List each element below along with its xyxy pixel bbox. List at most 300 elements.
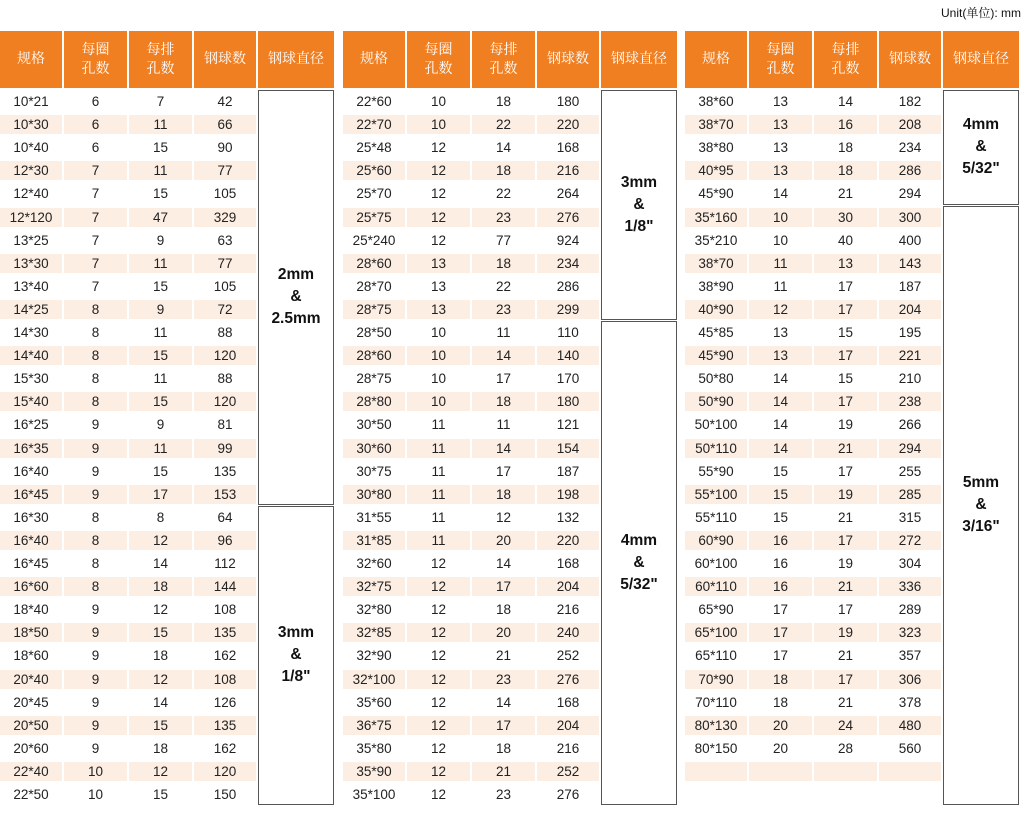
holes-per-row-cell: 20: [495, 532, 512, 548]
spec-cell: 65*100: [694, 625, 738, 641]
spec-cell: 20*60: [13, 740, 49, 756]
spec-cell: 22*70: [356, 117, 392, 133]
spec-cell: 16*30: [13, 509, 49, 525]
ball-diameter-cell: 4mm & 5/32": [943, 90, 1019, 205]
holes-per-row-cell: 22: [495, 186, 512, 202]
spec-cell: 30*75: [356, 463, 392, 479]
spec-cell: 30*50: [356, 417, 392, 433]
ball-count-cell: [879, 783, 941, 806]
ball-count-cell: 220: [556, 532, 580, 548]
holes-per-row-cell: 18: [152, 648, 169, 664]
ball-count-cell: 216: [556, 740, 580, 756]
spec-cell: 14*30: [13, 325, 49, 341]
spec-cell: 32*90: [356, 648, 392, 664]
spec-cell: 16*45: [13, 486, 49, 502]
spec-cell: 45*90: [698, 348, 734, 364]
holes-per-row-cell: 14: [495, 440, 512, 456]
holes-per-row-cell: 17: [495, 717, 512, 733]
holes-per-row-cell: 16: [837, 117, 854, 133]
holes-per-circle-cell: 10: [87, 763, 104, 779]
holes-per-circle-cell: 15: [772, 486, 789, 502]
ball-count-cell: 72: [217, 301, 233, 317]
holes-per-circle-cell: 12: [430, 232, 447, 248]
ball-count-cell: 162: [213, 740, 237, 756]
holes-per-circle-cell: 6: [91, 140, 100, 156]
holes-per-circle-cell: 15: [772, 463, 789, 479]
holes-per-row-cell: 12: [152, 602, 169, 618]
holes-per-circle-cell: 12: [430, 163, 447, 179]
holes-per-circle-cell: 12: [430, 625, 447, 641]
spec-cell: 35*90: [356, 763, 392, 779]
spec-cell: 36*75: [356, 717, 392, 733]
ball-count-cell: 216: [556, 163, 580, 179]
ball-count-cell: 105: [213, 278, 237, 294]
holes-per-row-cell: 15: [152, 278, 169, 294]
ball-count-cell: 140: [556, 348, 580, 364]
ball-count-cell: 126: [213, 694, 237, 710]
holes-per-row-cell: 18: [495, 94, 512, 110]
ball-count-cell: 135: [213, 463, 237, 479]
holes-per-row-cell: 23: [495, 301, 512, 317]
ball-diameter-cell: 3mm & 1/8": [601, 90, 677, 320]
ball-count-cell: 252: [556, 648, 580, 664]
holes-per-row-cell: 17: [495, 463, 512, 479]
holes-per-row-cell: 17: [837, 348, 854, 364]
spec-cell: 31*55: [356, 509, 392, 525]
holes-per-circle-cell: 9: [91, 740, 100, 756]
spec-cell: 35*160: [694, 209, 738, 225]
ball-count-cell: 162: [213, 648, 237, 664]
holes-per-circle-cell: 11: [431, 509, 446, 525]
spec-header: 规格: [0, 31, 62, 88]
holes-per-circle-cell: 8: [91, 301, 100, 317]
holes-per-row-cell: [814, 760, 877, 783]
spec-cell: 20*45: [13, 694, 49, 710]
holes-per-circle-cell: 8: [91, 532, 100, 548]
holes-per-circle-cell: 9: [91, 648, 100, 664]
spec-cell: 38*70: [698, 117, 734, 133]
holes-per-row-cell: 21: [837, 440, 854, 456]
spec-cell: 18*40: [13, 602, 49, 618]
holes-per-circle-cell: 11: [431, 532, 446, 548]
holes-per-circle-cell: 16: [772, 532, 789, 548]
ball-count-cell: 304: [898, 556, 922, 572]
ball-count-cell: 64: [217, 509, 233, 525]
spec-cell: 60*100: [694, 556, 738, 572]
holes-per-circle-cell: 20: [772, 740, 789, 756]
holes-per-row-cell: 23: [495, 787, 512, 803]
ball-count-cell: 187: [556, 463, 580, 479]
ball-count-cell: 187: [898, 278, 922, 294]
holes-per-circle-cell: 7: [91, 209, 100, 225]
spec-cell: 32*75: [356, 579, 392, 595]
holes-per-circle-header: 每圈 孔数: [64, 31, 127, 88]
holes-per-row-cell: 18: [495, 602, 512, 618]
holes-per-circle-cell: 8: [91, 371, 100, 387]
ball-count-cell: 276: [556, 787, 580, 803]
holes-per-row-cell: 21: [837, 648, 854, 664]
ball-count-cell: 204: [556, 579, 580, 595]
ball-count-header: 钢球数: [194, 31, 256, 88]
spec-cell: 60*90: [698, 532, 734, 548]
holes-per-circle-cell: 12: [430, 556, 447, 572]
spec-cell: 38*90: [698, 278, 734, 294]
ball-count-cell: 88: [217, 371, 233, 387]
ball-count-cell: 378: [898, 694, 922, 710]
ball-count-cell: 285: [898, 486, 922, 502]
ball-count-cell: 315: [898, 509, 922, 525]
spec-cell: 38*60: [698, 94, 734, 110]
holes-per-circle-cell: 10: [430, 348, 447, 364]
holes-per-row-cell: 18: [152, 579, 169, 595]
spec-cell: 10*40: [13, 140, 49, 156]
holes-per-row-cell: 19: [837, 486, 854, 502]
holes-per-circle-cell: 12: [430, 787, 447, 803]
holes-per-circle-cell: [749, 783, 812, 806]
ball-count-cell: 272: [898, 532, 922, 548]
ball-count-cell: 77: [217, 163, 233, 179]
holes-per-circle-cell: 16: [772, 579, 789, 595]
holes-per-row-cell: 9: [156, 417, 165, 433]
holes-per-circle-cell: 12: [772, 301, 789, 317]
ball-count-cell: 357: [898, 648, 922, 664]
ball-count-cell: 135: [213, 625, 237, 641]
ball-count-cell: 77: [217, 255, 233, 271]
spec-cell: 10*21: [13, 94, 49, 110]
holes-per-row-cell: 17: [495, 371, 512, 387]
spec-cell: 55*100: [694, 486, 738, 502]
ball-count-cell: 198: [556, 486, 580, 502]
ball-count-cell: 105: [213, 186, 237, 202]
ball-count-cell: 300: [898, 209, 922, 225]
spec-cell: 25*240: [352, 232, 396, 248]
holes-per-row-cell: 15: [152, 394, 169, 410]
spec-cell: 12*30: [13, 163, 49, 179]
spec-cell: 15*30: [13, 371, 49, 387]
holes-per-row-cell: 40: [837, 232, 854, 248]
spec-cell: 35*80: [356, 740, 392, 756]
ball-count-header: 钢球数: [879, 31, 941, 88]
holes-per-row-cell: 24: [837, 717, 854, 733]
holes-per-circle-cell: 14: [772, 417, 789, 433]
holes-per-row-cell: 15: [152, 186, 169, 202]
holes-per-row-cell: 7: [156, 94, 165, 110]
holes-per-row-cell: 11: [153, 371, 168, 387]
holes-per-circle-cell: 10: [430, 94, 447, 110]
spec-cell: 13*30: [13, 255, 49, 271]
spec-cell: 80*150: [694, 740, 738, 756]
holes-per-circle-cell: 17: [772, 602, 789, 618]
holes-per-circle-cell: 11: [773, 255, 788, 271]
spec-cell: 16*40: [13, 463, 49, 479]
ball-count-cell: 144: [213, 579, 237, 595]
ball-count-cell: 560: [898, 740, 922, 756]
ball-count-cell: 168: [556, 140, 580, 156]
holes-per-row-cell: 19: [837, 417, 854, 433]
ball-count-cell: 208: [898, 117, 922, 133]
ball-count-cell: 132: [556, 509, 580, 525]
holes-per-circle-cell: 7: [91, 255, 100, 271]
holes-per-circle-cell: 12: [430, 209, 447, 225]
ball-count-cell: 108: [213, 602, 237, 618]
holes-per-row-cell: 23: [495, 209, 512, 225]
holes-per-circle-cell: 10: [430, 117, 447, 133]
spec-cell: 31*85: [356, 532, 392, 548]
spec-cell: 45*85: [698, 325, 734, 341]
ball-count-cell: 264: [556, 186, 580, 202]
holes-per-row-cell: 18: [495, 486, 512, 502]
holes-per-row-cell: 15: [152, 348, 169, 364]
ball-diameter-cell: 5mm & 3/16": [943, 206, 1019, 806]
spec-cell: 25*60: [356, 163, 392, 179]
holes-per-circle-cell: 12: [430, 186, 447, 202]
holes-per-circle-cell: 9: [91, 417, 100, 433]
holes-per-row-header: 每排 孔数: [814, 31, 877, 88]
spec-cell: 65*90: [698, 602, 734, 618]
ball-count-cell: 112: [214, 556, 236, 572]
holes-per-circle-cell: 8: [91, 509, 100, 525]
holes-per-circle-cell: 9: [91, 717, 100, 733]
ball-diameter-cell: 3mm & 1/8": [258, 506, 334, 805]
holes-per-row-cell: 47: [152, 209, 169, 225]
holes-per-circle-cell: 11: [773, 278, 788, 294]
spec-cell: 55*90: [698, 463, 734, 479]
holes-per-row-cell: 22: [495, 117, 512, 133]
spec-cell: 45*90: [698, 186, 734, 202]
holes-per-circle-cell: 8: [91, 579, 100, 595]
holes-per-circle-cell: 8: [91, 325, 100, 341]
spec-cell: 70*90: [698, 671, 734, 687]
holes-per-row-cell: 11: [153, 440, 168, 456]
holes-per-row-cell: 15: [152, 463, 169, 479]
ball-count-cell: 220: [556, 117, 580, 133]
ball-count-cell: 168: [556, 694, 580, 710]
holes-per-row-cell: 8: [156, 509, 165, 525]
holes-per-circle-cell: 8: [91, 556, 100, 572]
spec-cell: 25*70: [356, 186, 392, 202]
ball-count-cell: 135: [213, 717, 237, 733]
spec-cell: 55*110: [695, 509, 737, 525]
spec-cell: 38*80: [698, 140, 734, 156]
holes-per-circle-cell: 10: [87, 787, 104, 803]
holes-per-row-cell: 18: [495, 394, 512, 410]
spec-cell: 22*50: [13, 787, 49, 803]
ball-count-cell: 154: [556, 440, 580, 456]
holes-per-circle-cell: 14: [772, 186, 789, 202]
spec-cell: 50*100: [694, 417, 738, 433]
ball-count-cell: 96: [217, 532, 233, 548]
holes-per-circle-cell: 8: [91, 348, 100, 364]
ball-count-cell: 286: [898, 163, 922, 179]
spec-cell: 16*60: [13, 579, 49, 595]
spec-cell: 50*90: [698, 394, 734, 410]
holes-per-circle-cell: 13: [772, 348, 789, 364]
ball-count-cell: 143: [898, 255, 922, 271]
ball-count-cell: 182: [898, 94, 922, 110]
holes-per-row-cell: 17: [837, 463, 854, 479]
holes-per-row-cell: 15: [837, 371, 854, 387]
holes-per-row-cell: 21: [837, 579, 854, 595]
holes-per-row-cell: 12: [152, 532, 169, 548]
holes-per-circle-cell: 9: [91, 694, 100, 710]
ball-diameter-header: 钢球直径: [258, 31, 334, 88]
holes-per-row-cell: 77: [495, 232, 512, 248]
holes-per-circle-cell: 13: [430, 255, 447, 271]
holes-per-circle-cell: 10: [430, 371, 447, 387]
ball-count-cell: 234: [556, 255, 580, 271]
spec-cell: 16*45: [13, 556, 49, 572]
holes-per-row-cell: 19: [837, 625, 854, 641]
spec-header: 规格: [343, 31, 405, 88]
holes-per-circle-cell: 7: [91, 186, 100, 202]
holes-per-circle-cell: 12: [430, 579, 447, 595]
holes-per-row-cell: 14: [495, 348, 512, 364]
holes-per-circle-cell: 9: [91, 463, 100, 479]
ball-count-cell: 108: [213, 671, 237, 687]
holes-per-row-cell: 14: [495, 556, 512, 572]
holes-per-circle-header: 每圈 孔数: [407, 31, 470, 88]
ball-count-cell: 294: [898, 440, 922, 456]
ball-count-cell: 240: [556, 625, 580, 641]
holes-per-circle-cell: 14: [772, 371, 789, 387]
holes-per-circle-cell: 6: [91, 94, 100, 110]
holes-per-row-cell: 12: [495, 509, 512, 525]
holes-per-row-cell: 14: [495, 140, 512, 156]
holes-per-circle-cell: 20: [772, 717, 789, 733]
holes-per-row-header: 每排 孔数: [472, 31, 535, 88]
holes-per-circle-cell: 16: [772, 556, 789, 572]
spec-cell: 12*40: [13, 186, 49, 202]
ball-diameter-cell: 2mm & 2.5mm: [258, 90, 334, 505]
ball-count-cell: 204: [556, 717, 580, 733]
spec-cell: [685, 783, 747, 806]
spec-cell: 28*75: [356, 301, 392, 317]
ball-count-cell: 266: [898, 417, 922, 433]
ball-count-cell: 121: [556, 417, 580, 433]
ball-count-cell: 238: [898, 394, 922, 410]
spec-cell: [685, 760, 747, 783]
spec-cell: 20*40: [13, 671, 49, 687]
spec-cell: 10*30: [13, 117, 49, 133]
spec-cell: 16*25: [13, 417, 49, 433]
ball-bearing-spec-table: [0, 31, 1031, 814]
spec-cell: 28*70: [356, 278, 392, 294]
holes-per-row-cell: 12: [152, 671, 169, 687]
spec-cell: 16*35: [13, 440, 49, 456]
holes-per-circle-cell: 9: [91, 625, 100, 641]
holes-per-circle-cell: 6: [91, 117, 100, 133]
holes-per-row-cell: 9: [156, 232, 165, 248]
holes-per-row-cell: 21: [837, 694, 854, 710]
ball-count-cell: 153: [213, 486, 237, 502]
holes-per-circle-cell: 11: [431, 417, 446, 433]
spec-cell: 22*60: [356, 94, 392, 110]
holes-per-row-cell: 21: [495, 648, 512, 664]
ball-count-cell: 204: [898, 301, 922, 317]
holes-per-circle-cell: 9: [91, 602, 100, 618]
ball-count-cell: 210: [898, 371, 922, 387]
holes-per-circle-cell: 12: [430, 140, 447, 156]
holes-per-circle-cell: 18: [772, 671, 789, 687]
spec-cell: 70*110: [695, 694, 737, 710]
holes-per-row-cell: 18: [495, 255, 512, 271]
spec-cell: 32*100: [352, 671, 396, 687]
holes-per-circle-cell: 10: [772, 209, 789, 225]
ball-count-cell: 180: [556, 94, 580, 110]
holes-per-circle-cell: 7: [91, 278, 100, 294]
spec-cell: 40*95: [698, 163, 734, 179]
spec-cell: 65*110: [695, 648, 737, 664]
ball-count-header: 钢球数: [537, 31, 599, 88]
holes-per-row-cell: 9: [156, 301, 165, 317]
spec-cell: 20*50: [13, 717, 49, 733]
holes-per-row-cell: 17: [837, 278, 854, 294]
ball-count-cell: 400: [898, 232, 922, 248]
holes-per-row-cell: 11: [153, 325, 168, 341]
holes-per-row-cell: 18: [495, 740, 512, 756]
holes-per-circle-cell: 12: [430, 763, 447, 779]
ball-count-cell: 170: [556, 371, 580, 387]
holes-per-row-cell: 17: [837, 532, 854, 548]
holes-per-circle-cell: 13: [772, 94, 789, 110]
ball-count-cell: 221: [898, 348, 922, 364]
ball-count-cell: 276: [556, 671, 580, 687]
holes-per-row-cell: 11: [153, 163, 168, 179]
ball-count-cell: 120: [213, 348, 237, 364]
spec-cell: 16*40: [13, 532, 49, 548]
holes-per-circle-cell: 13: [772, 325, 789, 341]
ball-count-cell: 66: [217, 117, 233, 133]
holes-per-row-cell: 18: [152, 740, 169, 756]
holes-per-circle-cell: 11: [431, 463, 446, 479]
holes-per-row-cell: 21: [837, 186, 854, 202]
ball-diameter-cell: 4mm & 5/32": [601, 321, 677, 805]
spec-cell: 28*80: [356, 394, 392, 410]
spec-cell: 28*50: [356, 325, 392, 341]
holes-per-row-cell: 30: [837, 209, 854, 225]
holes-per-row-cell: 17: [837, 602, 854, 618]
holes-per-circle-cell: 10: [430, 325, 447, 341]
spec-cell: 32*60: [356, 556, 392, 572]
holes-per-circle-cell: 13: [430, 301, 447, 317]
holes-per-row-cell: 18: [495, 163, 512, 179]
holes-per-circle-cell: 9: [91, 440, 100, 456]
spec-cell: 18*60: [13, 648, 49, 664]
holes-per-row-cell: 15: [152, 717, 169, 733]
ball-count-cell: 286: [556, 278, 580, 294]
holes-per-circle-cell: 13: [772, 117, 789, 133]
holes-per-row-cell: 21: [837, 509, 854, 525]
ball-count-cell: 150: [213, 787, 237, 803]
holes-per-circle-cell: 17: [772, 648, 789, 664]
holes-per-row-cell: 23: [495, 671, 512, 687]
holes-per-circle-cell: 10: [772, 232, 789, 248]
holes-per-circle-cell: 13: [430, 278, 447, 294]
holes-per-circle-cell: 18: [772, 694, 789, 710]
holes-per-circle-cell: 12: [430, 694, 447, 710]
holes-per-row-header: 每排 孔数: [129, 31, 192, 88]
holes-per-circle-cell: [749, 760, 812, 783]
holes-per-row-cell: 17: [495, 579, 512, 595]
holes-per-row-cell: 17: [837, 301, 854, 317]
holes-per-row-cell: 17: [837, 394, 854, 410]
ball-diameter-header: 钢球直径: [601, 31, 677, 88]
ball-count-cell: 90: [217, 140, 233, 156]
spec-cell: 30*80: [356, 486, 392, 502]
ball-diameter-header: 钢球直径: [943, 31, 1019, 88]
holes-per-circle-header: 每圈 孔数: [749, 31, 812, 88]
ball-count-cell: 99: [217, 440, 233, 456]
